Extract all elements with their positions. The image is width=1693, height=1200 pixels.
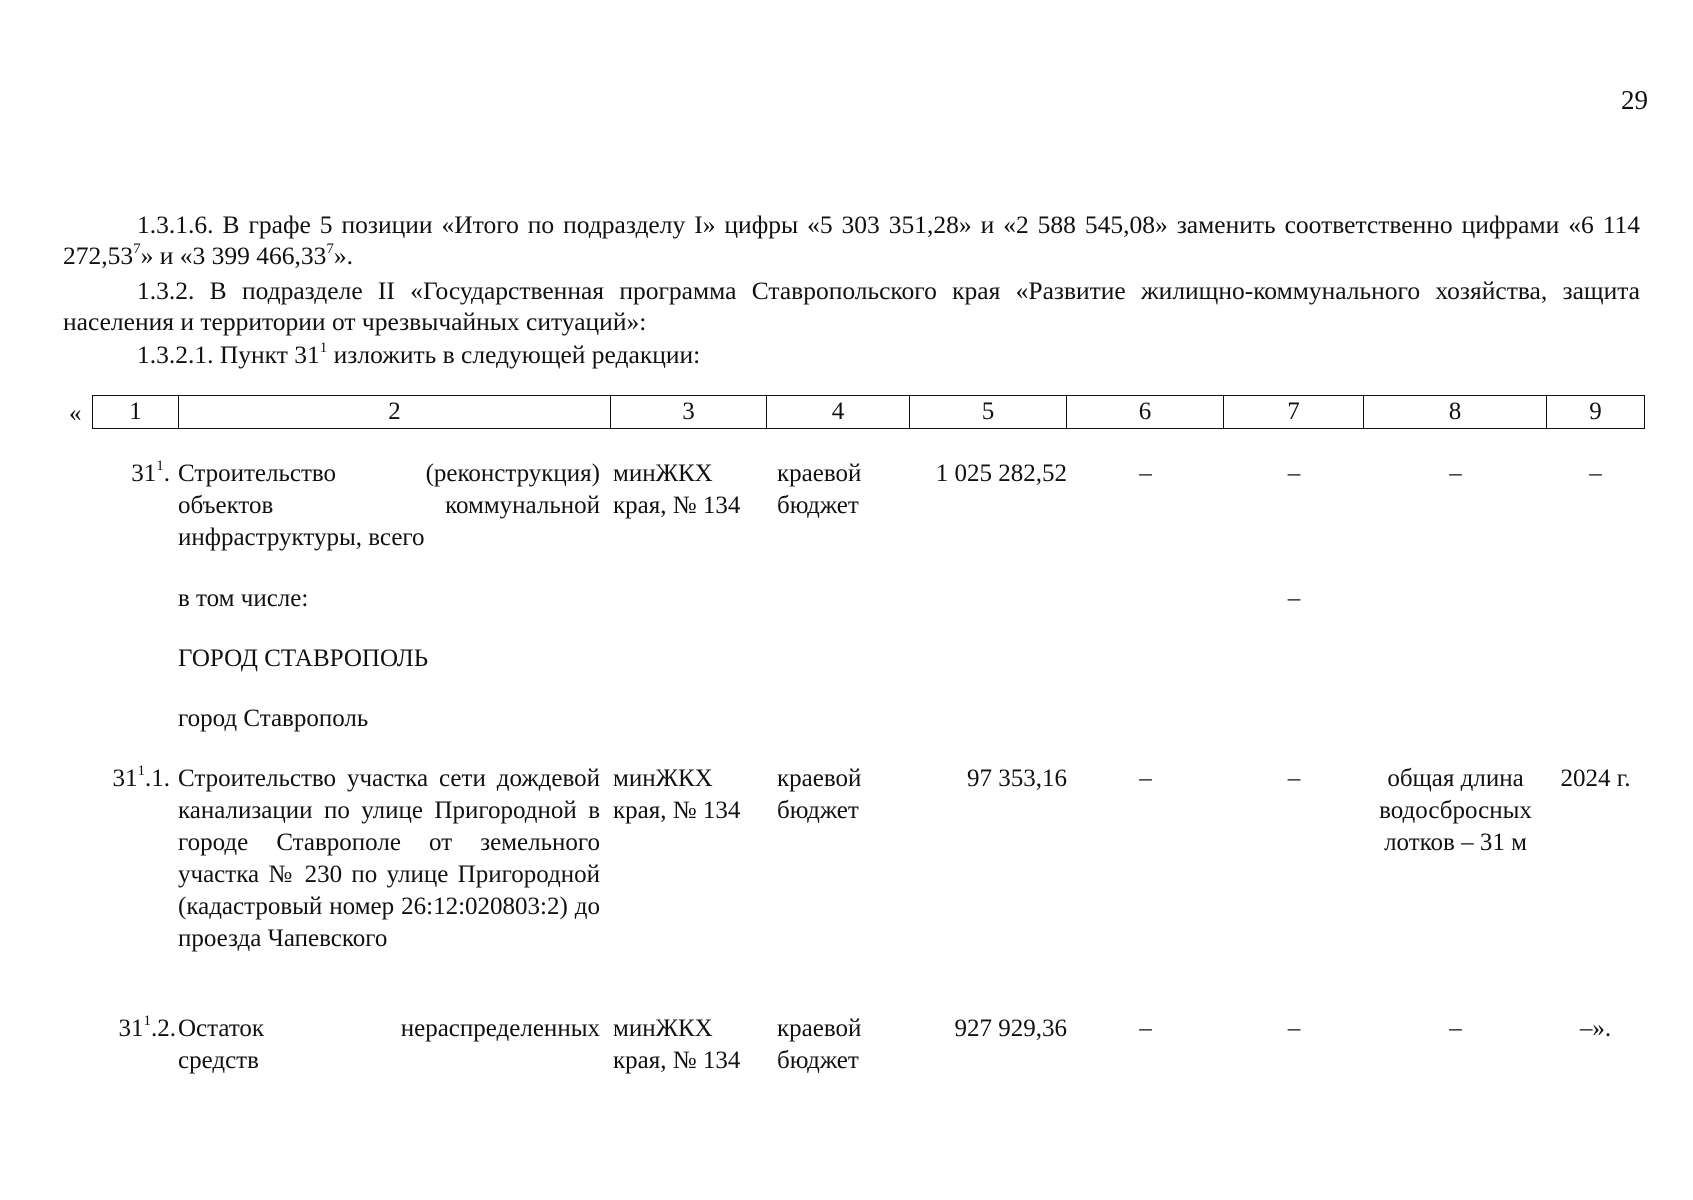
- header-col-6: 6: [1067, 396, 1224, 429]
- page-number: 29: [1621, 85, 1648, 115]
- row-31-1-2-col-8: –: [1449, 1015, 1462, 1042]
- row-31-1-col-7: –: [1287, 460, 1301, 487]
- row-31-1-1-source: краевой бюджет: [777, 765, 862, 824]
- city-header: ГОРОД СТАВРОПОЛЬ: [178, 645, 429, 672]
- paragraph-2-text: 1.3.2. В подразделе II «Государственная программа Ставропольского края «Развитие жилищно-коммунального хозяйства, защита населения и территории от чрезвычайных ситуаций»:: [63, 276, 1640, 336]
- row-31-1-1-number: $31^1.1$.: [112, 762, 170, 792]
- paragraph-3-text-b: изложить в следующей редакции:: [327, 340, 701, 369]
- row-31-1-2-col-9: –».: [1579, 1015, 1612, 1042]
- row-31-1-organization: минЖКХ края, № 134: [613, 460, 741, 519]
- row-31-1-1-organization: минЖКХ края, № 134: [613, 765, 741, 824]
- paragraph-1-3-2: [63, 275, 1640, 337]
- row-31-1-1-col-9: 2024 г.: [1560, 765, 1631, 792]
- row-31-1-1-col-7: –: [1287, 765, 1301, 792]
- row-31-1-2-col-6: –: [1139, 1015, 1152, 1042]
- row-31-1-2-number: $31^1.2$.: [118, 1012, 176, 1042]
- row-31-1-source: краевой бюджет: [777, 460, 862, 519]
- header-col-8: 8: [1364, 396, 1547, 429]
- row-31-1-2-col-7: –: [1287, 1015, 1301, 1042]
- including-label: в том числе:: [178, 585, 309, 612]
- row-31-1-col-9: –: [1589, 460, 1602, 487]
- paragraph-3-text-a: 1.3.2.1. Пункт 31: [137, 340, 320, 369]
- paragraph-1-3-2-1: [63, 339, 1640, 370]
- row-31-1-1-col-8: общая длина водосбросных лотков – 31 м: [1379, 765, 1532, 856]
- row-31-1-1-amount: 97 353,16: [967, 765, 1067, 792]
- paragraph-3-sup: 1: [319, 339, 328, 356]
- header-col-5: 5: [910, 396, 1067, 429]
- paragraph-1-3-1-6: 1.3.1.6. В графе 5 позиции «Итого по подразделу I» цифры «5 303 351,28» и «2 588 545,08» заменить соответственно цифрами «6 114 272,53$^7$» и «3 399 466,33$^7$».: [63, 210, 1640, 270]
- row-31-1-2-source: краевой бюджет: [777, 1015, 862, 1074]
- header-col-4: 4: [767, 396, 910, 429]
- table-open-quote: «: [69, 400, 82, 427]
- row-31-1-1-col-6: –: [1139, 765, 1152, 792]
- city-subheader: город Ставрополь: [178, 705, 369, 732]
- row-31-1-2-organization: минЖКХ края, № 134: [613, 1015, 741, 1074]
- row-31-1-2-amount: 927 929,36: [954, 1015, 1067, 1042]
- row-31-1-number: $31^1$.: [131, 457, 170, 487]
- header-col-1: 1: [93, 396, 179, 429]
- row-31-1-2-description: Остаток нераспределенных средств: [178, 1015, 600, 1074]
- header-col-7: 7: [1224, 396, 1364, 429]
- row-31-1-col-6: –: [1139, 460, 1152, 487]
- column-number-header: [92, 395, 1645, 429]
- row-31-1-col-8: –: [1449, 460, 1462, 487]
- header-col-3: 3: [611, 396, 767, 429]
- header-col-2: 2: [179, 396, 611, 429]
- header-col-9: 9: [1547, 396, 1645, 429]
- including-col-7: –: [1287, 585, 1301, 612]
- row-31-1-description: Строительство (реконструкция) объектов коммунальной инфраструктуры, всего: [178, 460, 600, 551]
- row-31-1-amount: 1 025 282,52: [935, 460, 1067, 487]
- row-31-1-1-description: Строительство участка сети дождевой канализации по улице Пригородной в городе Ставрополе от земельного участка № 230 по улице Пригородной (кадастровый номер 26:12:020803:2) до проезда Чапевского: [178, 765, 600, 952]
